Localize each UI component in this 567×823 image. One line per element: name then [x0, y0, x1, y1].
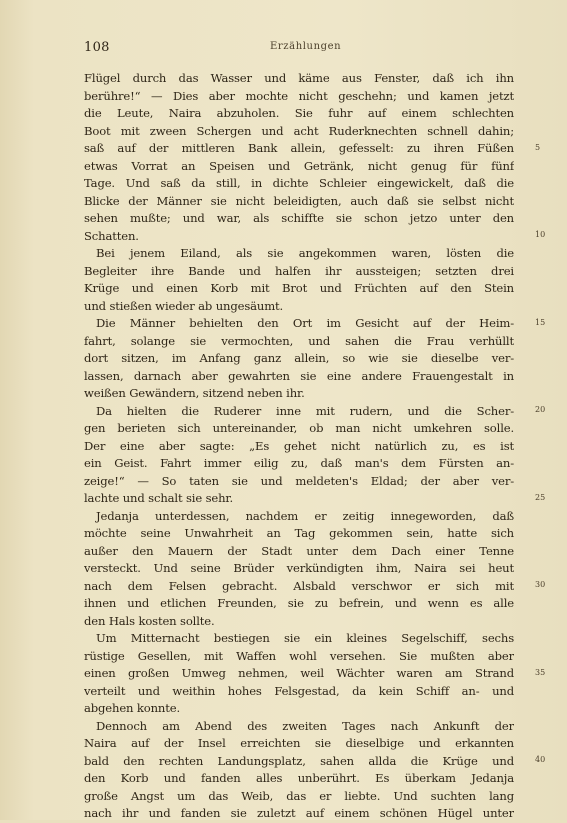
text-line: weißen Gewändern, sitzend neben ihr. [84, 386, 305, 400]
text-line: den Hals kosten sollte. [84, 613, 215, 628]
text-line: abgehen konnte. [84, 701, 180, 715]
text-line: Blicke der Männer sie nicht beleidigten, auch daß sie selbst nicht [84, 193, 514, 208]
text-line: lassen, darnach aber gewahrten sie eine andere Frauengestalt in [84, 368, 514, 383]
text-line: große Angst um das Weib, das er liebte. Und suchten lang [84, 788, 514, 803]
text-line: nach ihr und fanden sie zuletzt auf einem schönen Hügel unter [84, 806, 514, 820]
text-line: Flügel durch das Wasser und käme aus Fenster, daß ich ihn [84, 71, 514, 85]
text-line: zeige!“ — So taten sie und meldeten's Eldad; der aber ver- [84, 473, 514, 488]
running-title: Erzählungen [270, 41, 342, 52]
text-line: nach dem Felsen gebracht. Alsbald verschwor er sich mit [84, 578, 514, 593]
text-line: dort sitzen, im Anfang ganz allein, so wie sie dieselbe ver- [84, 351, 514, 365]
line-number-marker: 5 [535, 143, 541, 152]
line-number-marker: 10 [535, 230, 546, 239]
line-number-marker: 40 [535, 755, 546, 764]
page-header [84, 40, 515, 58]
text-line: Da hielten die Ruderer inne mit rudern, und die Scher- [96, 403, 514, 418]
line-number-marker: 15 [535, 318, 546, 327]
text-line: ihnen und etlichen Freunden, sie zu befrein, und wenn es alle [84, 596, 514, 610]
page-number: 108 [84, 40, 110, 55]
text-line: Schatten. [84, 228, 139, 243]
text-line: fahrt, solange sie vermochten, und sahen die Frau verhüllt [84, 333, 514, 348]
text-line: Um Mitternacht bestiegen sie ein kleines Segelschiff, sechs [96, 631, 514, 645]
text-line: lachte und schalt sie sehr. [84, 491, 234, 505]
text-line: Die Männer behielten den Ort im Gesicht auf der Heim- [96, 316, 514, 330]
text-line: Bei jenem Eiland, als sie angekommen waren, lösten die [96, 246, 514, 260]
line-number-marker: 25 [535, 493, 546, 502]
text-line: Boot mit zween Schergen und acht Ruderknechten schnell dahin; [84, 123, 514, 138]
text-line: den Korb und fanden alles unberührt. Es überkam Jedanja [84, 771, 514, 785]
text-line: rüstige Gesellen, mit Waffen wohl versehen. Sie mußten aber [84, 648, 514, 663]
text-line: Begleiter ihre Bande und halfen ihr aussteigen; setzten drei [84, 263, 514, 278]
body-text [84, 70, 514, 823]
text-line: versteckt. Und seine Brüder verkündigten ihm, Naira sei heut [84, 561, 514, 575]
text-line: möchte seine Unwahrheit an Tag gekommen sein, hatte sich [84, 526, 514, 540]
text-line: saß auf der mittleren Bank allein, gefesselt: zu ihren Füßen [84, 141, 514, 155]
text-line: verteilt und weithin hohes Felsgestad, da kein Schiff an- und [84, 683, 514, 698]
text-line: Dennoch am Abend des zweiten Tages nach Ankunft der [96, 718, 514, 733]
text-line: außer den Mauern der Stadt unter dem Dach einer Tenne [84, 543, 514, 558]
text-line: Jedanja unterdessen, nachdem er zeitig innegeworden, daß [96, 508, 514, 523]
text-line: gen berieten sich untereinander, ob man nicht umkehren solle. [84, 421, 514, 435]
text-line: die Leute, Naira abzuholen. Sie fuhr auf einem schlechten [84, 106, 514, 120]
text-line: berühre!“ — Dies aber mochte nicht geschehn; und kamen jetzt [84, 88, 514, 103]
text-line: und stießen wieder ab ungesäumt. [84, 298, 284, 313]
text-line: Naira auf der Insel erreichten sie dieselbige und erkannten [84, 736, 514, 750]
text-line: Krüge und einen Korb mit Brot und Früchten auf den Stein [84, 281, 514, 295]
text-line: Tage. Und saß da still, in dichte Schleier eingewickelt, daß die [84, 176, 514, 190]
line-number-marker: 35 [535, 668, 546, 677]
text-line: etwas Vorrat an Speisen und Getränk, nicht genug für fünf [84, 158, 514, 173]
text-line: sehen mußte; und war, als schiffte sie schon jetzo unter den [84, 211, 514, 225]
text-line: ein Geist. Fahrt immer eilig zu, daß man's dem Fürsten an- [84, 456, 514, 470]
text-line: bald den rechten Landungsplatz, sahen allda die Krüge und [84, 753, 514, 768]
text-line: Der eine aber sagte: „Es gehet nicht natürlich zu, es ist [84, 438, 514, 453]
line-number-marker: 30 [535, 580, 546, 589]
line-number-marker: 20 [535, 405, 546, 414]
text-line: einen großen Umweg nehmen, weil Wächter waren am Strand [84, 666, 514, 680]
